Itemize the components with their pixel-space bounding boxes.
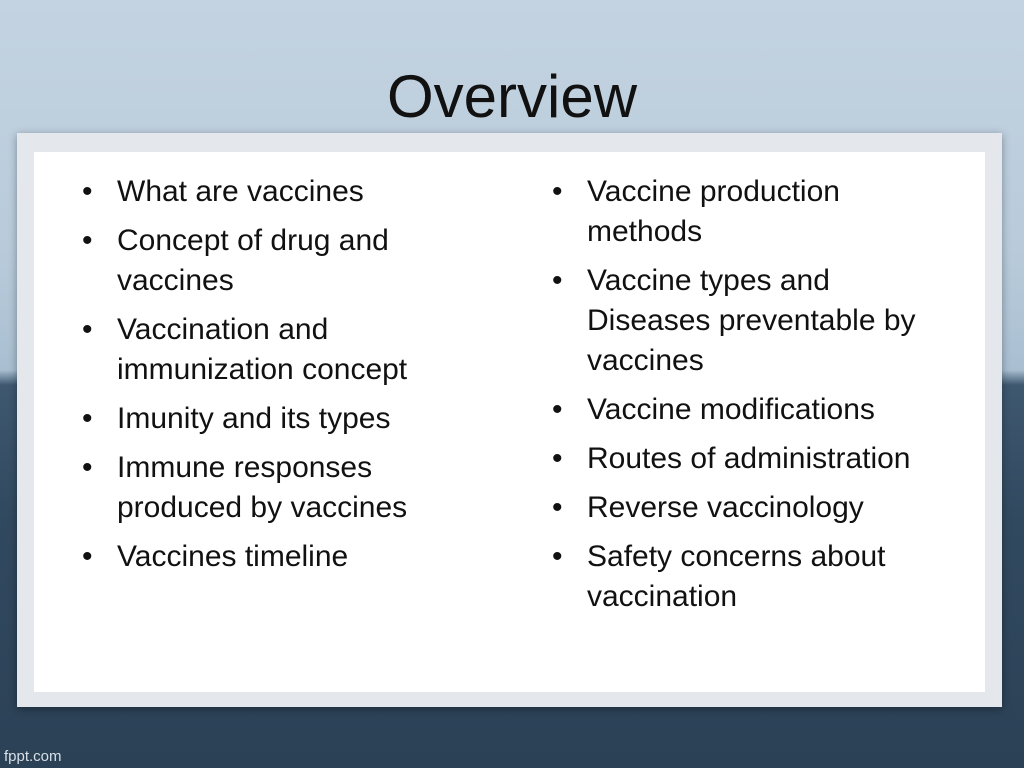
bullet-icon: • (552, 393, 563, 426)
content-area (34, 152, 985, 692)
list-item (552, 261, 952, 381)
list-item-text: Vaccination and immunization concept (117, 313, 408, 386)
bullet-icon: • (552, 491, 563, 524)
list-item-text: Routes of administration (587, 442, 911, 475)
list-item-text: Immune responses produced by vaccines (117, 451, 408, 524)
list-item (82, 448, 442, 528)
list-item-text: Reverse vaccinology (587, 491, 864, 524)
list-item-text: Vaccine modifications (587, 393, 875, 426)
footer-watermark: fppt.com (4, 748, 62, 765)
list-item-text: Vaccines timeline (117, 540, 349, 573)
list-item (552, 390, 952, 430)
bullet-icon: • (82, 540, 93, 573)
list-item-text: Safety concerns about vaccination (587, 540, 886, 613)
bullet-icon: • (552, 442, 563, 475)
list-item-text: Vaccine production methods (587, 175, 840, 248)
list-item (552, 537, 952, 617)
list-item-text: Concept of drug and vaccines (117, 224, 389, 297)
left-bullet-list (82, 172, 442, 586)
bullet-icon: • (552, 175, 563, 208)
list-item-text: Imunity and its types (117, 402, 391, 435)
right-bullet-list (552, 172, 952, 626)
bullet-icon: • (552, 540, 563, 573)
bullet-icon: • (82, 224, 93, 257)
list-item (82, 537, 442, 577)
list-item (552, 172, 952, 252)
content-panel (17, 133, 1002, 707)
list-item (82, 221, 442, 301)
list-item (82, 172, 442, 212)
list-item (552, 439, 952, 479)
list-item (82, 310, 442, 390)
list-item (552, 488, 952, 528)
list-item-text: Vaccine types and Diseases preventable by vaccines (587, 264, 916, 377)
bullet-icon: • (82, 313, 93, 346)
bullet-icon: • (552, 264, 563, 297)
bullet-icon: • (82, 402, 93, 435)
bullet-icon: • (82, 451, 93, 484)
list-item-text: What are vaccines (117, 175, 364, 208)
bullet-icon: • (82, 175, 93, 208)
slide-title: Overview (386, 63, 638, 130)
list-item (82, 399, 442, 439)
